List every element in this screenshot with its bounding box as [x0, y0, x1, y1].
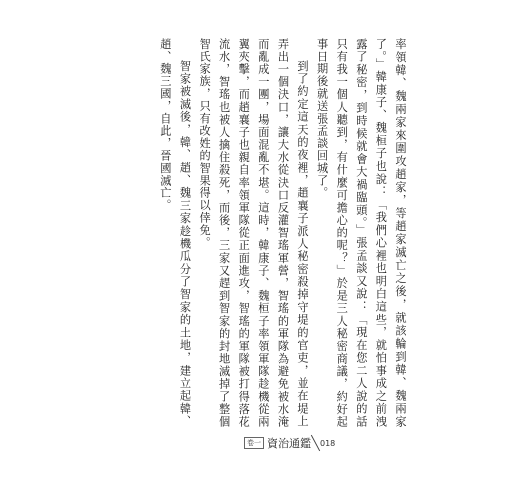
- paragraph-3: 智家被滅後，韓、趙、魏三家趁機瓜分了智家的土地，建立起韓、趙、魏三國，自此，晉國滅亡。: [158, 38, 192, 428]
- book-title: 資治通鑑: [267, 437, 311, 450]
- page-number: 018: [320, 438, 336, 448]
- page-footer: [244, 432, 394, 454]
- divider-slash: [311, 435, 320, 451]
- paragraph-2: 到了約定這天的夜裡，趙襄子派人秘密殺掉守堤的官吏，並在堤上弄出一個決口，讓大水從決口反灌智瑤軍營，智瑤的軍隊為避免被水淹而亂成一團，場面混亂不堪。這時，韓康子、魏桓子率領軍隊趁機從兩翼夾擊，而趙襄子也親自率領軍隊從正面進攻，智瑤的軍隊被打得落花流水，智瑤也被人擒住殺死，而後，三家又趕到智家的封地滅掉了整個智氏家族，只有改姓的智果得以倖免。: [198, 38, 310, 428]
- paragraph-1: 率領韓、魏兩家來圍攻趙家，等趙家滅亡之後，就該輪到韓、魏兩家了。」韓康子、魏桓子也說：「我們心裡也明白這些，就怕事成之前洩露了秘密，到時候就會大禍臨頭。」張孟談又說：「現在您二人說的話只有我一個人聽到，有什麼可擔心的呢？」於是三人秘密商議，約好起事日期後就送張孟談回城了。: [315, 38, 407, 428]
- chapter-badge: 卷一: [244, 437, 264, 449]
- vertical-text-body: [155, 38, 410, 428]
